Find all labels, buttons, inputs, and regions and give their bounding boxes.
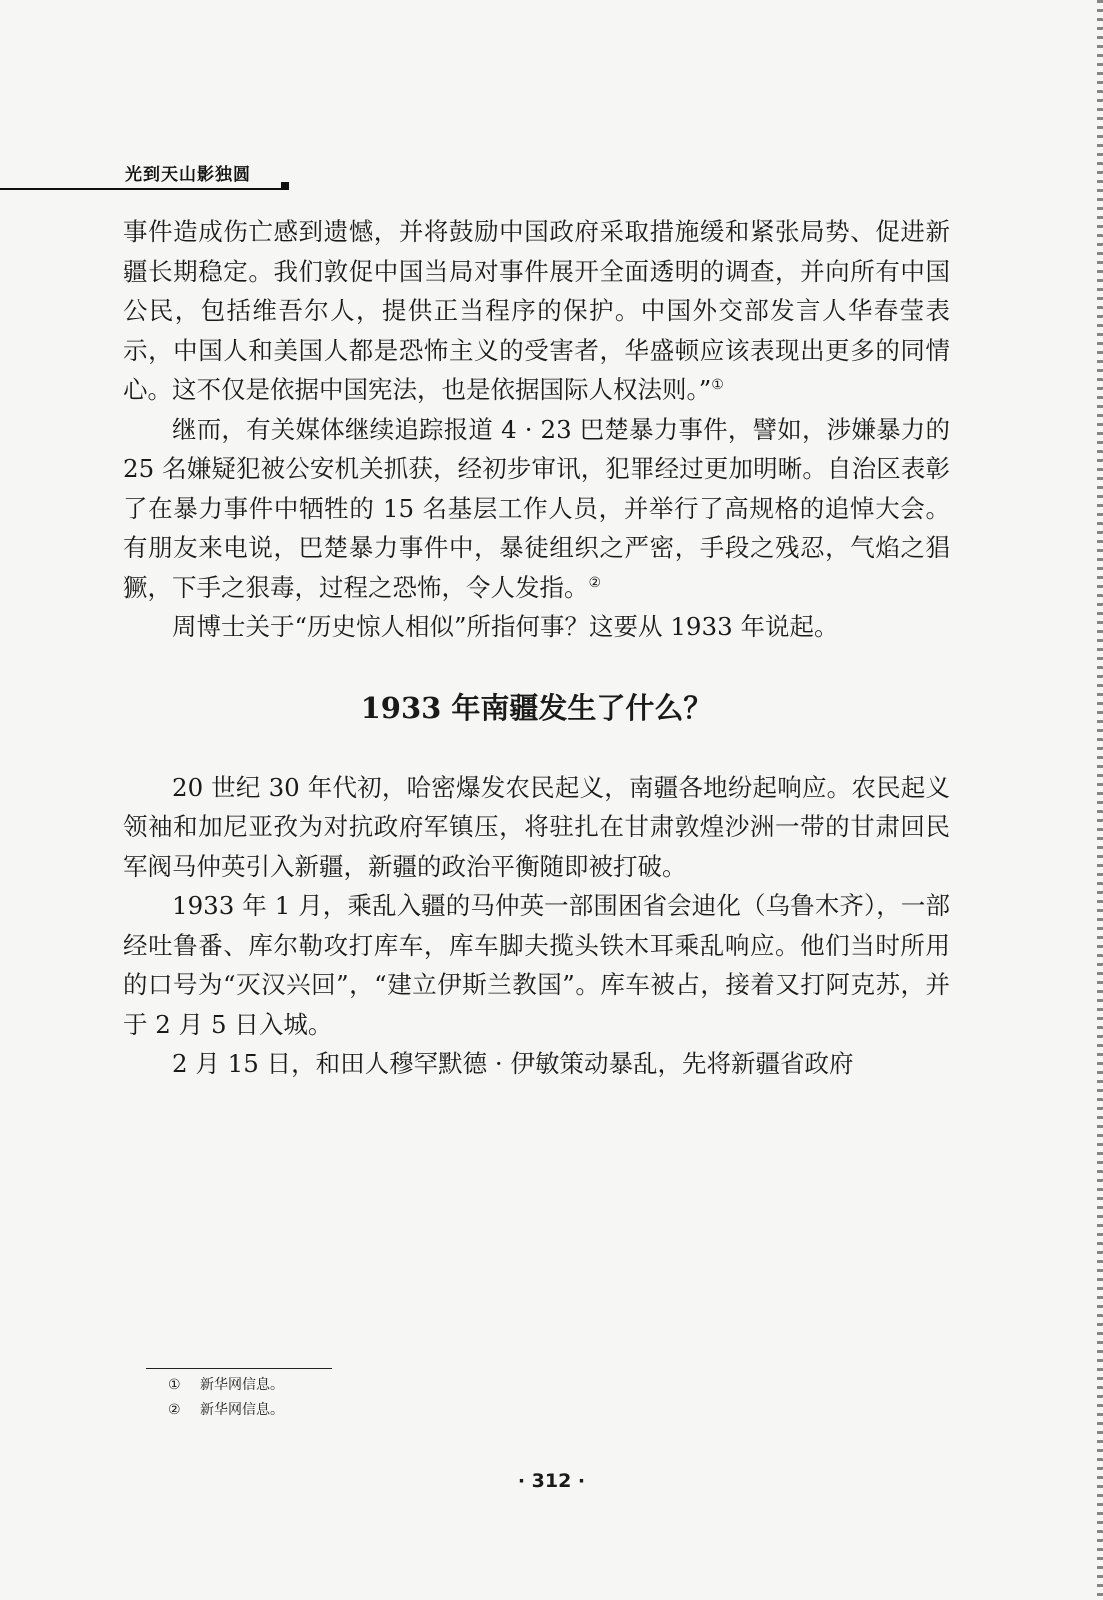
header-square xyxy=(281,182,289,190)
paragraph: 2 月 15 日，和田人穆罕默德 · 伊敏策动暴乱，先将新疆省政府 xyxy=(172,1049,854,1078)
footnote-text: 新华网信息。 xyxy=(200,1377,284,1393)
section-heading: 1933 年南疆发生了什么？ xyxy=(360,690,713,725)
page-edge xyxy=(1097,0,1103,1600)
body-text xyxy=(123,212,950,1084)
running-title: 光到天山影独圆 xyxy=(125,165,251,185)
paragraph xyxy=(123,410,950,608)
page-number: · 312 · xyxy=(517,1470,586,1492)
footnote-ref: ① xyxy=(711,376,724,393)
footnote-item xyxy=(168,1373,284,1398)
footnote-mark: ② xyxy=(168,1402,181,1418)
paragraph-text: 继而，有关媒体继续追踪报道 4 · 23 巴楚暴力事件，譬如，涉嫌暴力的 25 名嫌疑犯被公安机关抓获，经初步审讯，犯罪经过更加明晰。自治区表彰了在暴力事件中牺牲的 15 名基层工作人员，并举行了高规格的追悼大会。有朋友来电说，巴楚暴力事件中，暴徒组织之严密，手段之残忍，气焰之猖獗，下手之狠毒，过程之恐怖，令人发指。 xyxy=(123,414,950,602)
footnotes xyxy=(168,1373,284,1423)
paragraph-text: 事件造成伤亡感到遗憾，并将鼓励中国政府采取措施缓和紧张局势、促进新疆长期稳定。我们敦促中国当局对事件展开全面透明的调查，并向所有中国公民，包括维吾尔人，提供正当程序的保护。中国外交部发言人华春莹表示，中国人和美国人都是恐怖主义的受害者，华盛顿应该表现出更多的同情心。这不仅是依据中国宪法，也是依据国际人权法则。” xyxy=(123,217,950,404)
footnote-mark: ① xyxy=(168,1377,181,1393)
footnote-ref: ② xyxy=(588,574,602,591)
footnote-text: 新华网信息。 xyxy=(200,1402,284,1418)
paragraph: 周博士关于“历史惊人相似”所指何事？这要从 1933 年说起。 xyxy=(172,612,839,641)
paragraph: 20 世纪 30 年代初，哈密爆发农民起义，南疆各地纷起响应。农民起义领袖和加尼亚孜为对抗政府军镇压，将驻扎在甘肃敦煌沙洲一带的甘肃回民军阀马仲英引入新疆，新疆的政治平衡随即被打破。 xyxy=(123,772,950,881)
footnote-item xyxy=(168,1398,284,1423)
header-rule xyxy=(0,188,285,190)
paragraph: 1933 年 1 月，乘乱入疆的马仲英一部围困省会迪化（乌鲁木齐），一部经吐鲁番、库尔勒攻打库车，库车脚夫揽头铁木耳乘乱响应。他们当时所用的口号为“灭汉兴回”，“建立伊斯兰教国”。库车被占，接着又打阿克苏，并于 2 月 5 日入城。 xyxy=(123,891,950,1039)
paragraph xyxy=(123,212,950,410)
footnote-rule xyxy=(146,1368,332,1369)
